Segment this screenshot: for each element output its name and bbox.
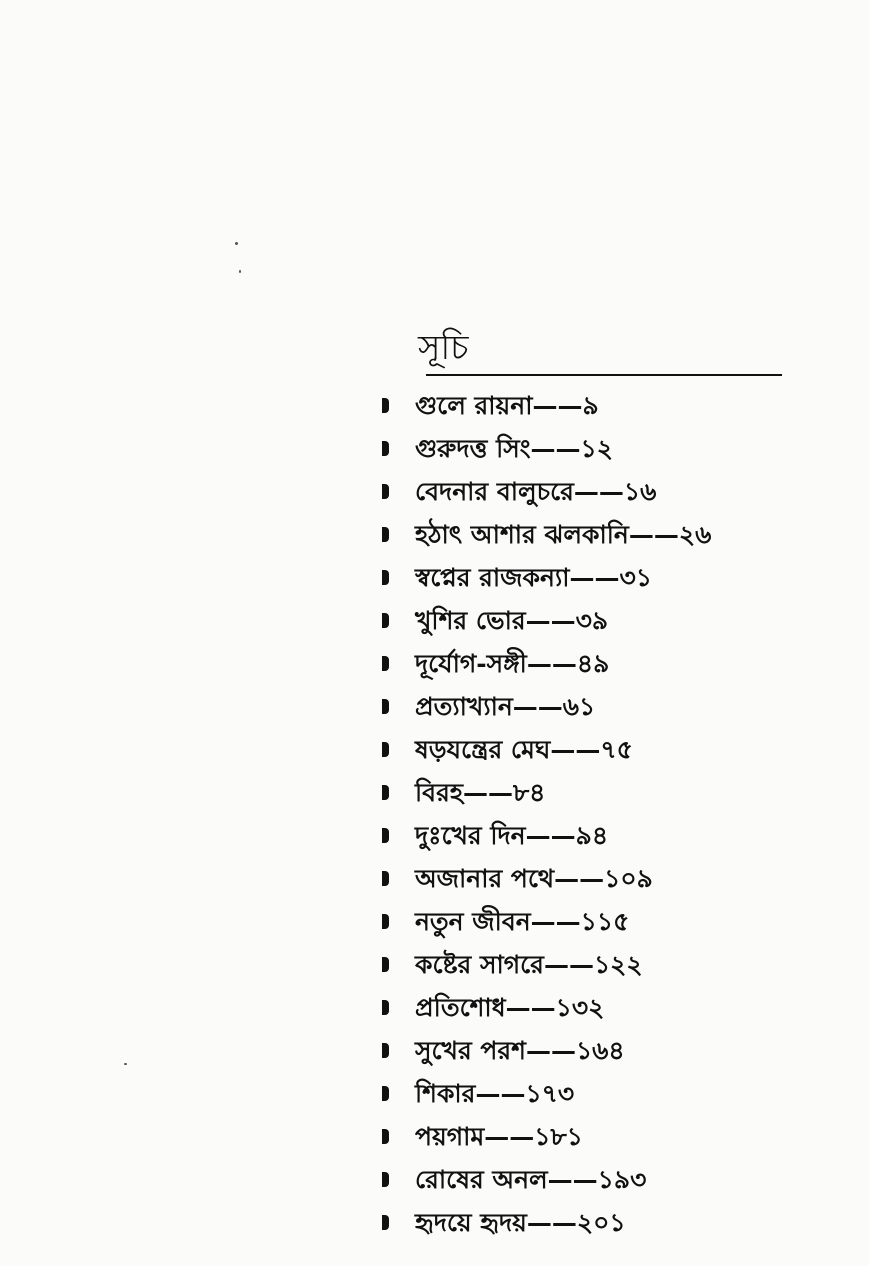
page-number: ১৯৩ xyxy=(597,1164,647,1194)
bullet-icon xyxy=(382,957,389,972)
ink-speck xyxy=(235,242,238,245)
bullet-icon xyxy=(382,699,389,714)
chapter-title: নতুন জীবন xyxy=(415,906,531,936)
toc-entry xyxy=(378,556,848,599)
page-number: ১৭৩ xyxy=(525,1078,575,1108)
leader-dash: —— xyxy=(462,777,513,807)
page-number: ১২ xyxy=(580,433,613,463)
chapter-title: হঠাৎ আশার ঝলকানি xyxy=(415,519,629,549)
toc-entry xyxy=(378,642,848,685)
bullet-icon xyxy=(382,656,389,671)
bullet-icon xyxy=(382,570,389,585)
leader-dash: —— xyxy=(526,648,577,678)
bullet-icon xyxy=(382,871,389,886)
page-number: ৭৫ xyxy=(600,734,633,764)
page-number: ২৬ xyxy=(678,519,712,549)
toc-entry xyxy=(378,986,848,1029)
chapter-title: সুখের পরশ xyxy=(415,1035,526,1065)
leader-dash: —— xyxy=(530,433,581,463)
leader-dash: —— xyxy=(475,1078,526,1108)
page-number: ১১৫ xyxy=(580,906,630,936)
leader-dash: —— xyxy=(550,734,601,764)
toc-entry xyxy=(378,685,848,728)
leader-dash: —— xyxy=(525,820,576,850)
leader-dash: —— xyxy=(543,949,594,979)
page-number: ৯৪ xyxy=(575,820,609,850)
chapter-title: প্রত্যাখ্যান xyxy=(415,691,513,721)
toc-entry xyxy=(378,814,848,857)
bullet-icon xyxy=(382,785,389,800)
ink-speck xyxy=(124,1063,127,1065)
chapter-title: খুশির ভোর xyxy=(415,605,526,635)
bullet-icon xyxy=(382,1215,389,1230)
chapter-title: স্বপ্নের রাজকন্যা xyxy=(415,562,570,592)
page-number: ১৬৪ xyxy=(575,1035,625,1065)
bullet-icon xyxy=(382,398,389,413)
leader-dash: —— xyxy=(547,1164,598,1194)
bullet-icon xyxy=(382,1043,389,1058)
bullet-icon xyxy=(382,613,389,628)
leader-dash: —— xyxy=(532,390,583,420)
leader-dash: —— xyxy=(526,1207,577,1237)
leader-dash: —— xyxy=(512,691,563,721)
toc-entry xyxy=(378,943,848,986)
leader-dash: —— xyxy=(505,992,556,1022)
chapter-title: দূর্যোগ-সঙ্গী xyxy=(415,648,527,678)
bullet-icon xyxy=(382,527,389,542)
toc-entry xyxy=(378,384,848,427)
leader-dash: —— xyxy=(628,519,679,549)
leader-dash: —— xyxy=(525,1035,576,1065)
title-underline xyxy=(426,374,782,376)
toc-list xyxy=(378,384,848,1244)
page-number: ৪৯ xyxy=(576,648,610,678)
leader-dash: —— xyxy=(569,562,620,592)
chapter-title: ষড়যন্ত্রের মেঘ xyxy=(415,734,551,764)
toc-entry xyxy=(378,1115,848,1158)
leader-dash: —— xyxy=(525,605,576,635)
bullet-icon xyxy=(382,914,389,929)
chapter-title: কষ্টের সাগরে xyxy=(415,949,544,979)
chapter-title: অজানার পথে xyxy=(415,863,555,893)
chapter-title: গুরুদত্ত সিং xyxy=(415,433,531,463)
bullet-icon xyxy=(382,742,389,757)
page-number: ৯ xyxy=(582,390,599,420)
toc-entry xyxy=(378,728,848,771)
leader-dash: —— xyxy=(530,906,581,936)
chapter-title: হৃদয়ে হৃদয় xyxy=(415,1207,527,1237)
bullet-icon xyxy=(382,484,389,499)
chapter-title: রোষের অনল xyxy=(415,1164,548,1194)
chapter-title: বেদনার বালুচরে xyxy=(415,476,574,506)
page-number: ১৩২ xyxy=(555,992,605,1022)
page-number: ২০১ xyxy=(576,1207,626,1237)
page-number: ৩৯ xyxy=(575,605,609,635)
toc-entry xyxy=(378,470,848,513)
page-number: ১৬ xyxy=(623,476,657,506)
bullet-icon xyxy=(382,441,389,456)
page-number: ১২২ xyxy=(593,949,643,979)
ink-speck xyxy=(239,270,241,273)
chapter-title: গুলে রায়না xyxy=(415,390,533,420)
chapter-title: দুঃখের দিন xyxy=(415,820,526,850)
leader-dash: —— xyxy=(554,863,605,893)
page-number: ১০৯ xyxy=(604,863,653,893)
leader-dash: —— xyxy=(484,1121,535,1151)
chapter-title: প্রতিশোধ xyxy=(415,992,506,1022)
bullet-icon xyxy=(382,1000,389,1015)
bullet-icon xyxy=(382,828,389,843)
toc-entry xyxy=(378,1158,848,1201)
toc-entry xyxy=(378,1201,848,1244)
page-number: ৩১ xyxy=(619,562,652,592)
chapter-title: পয়গাম xyxy=(415,1121,485,1151)
page-number: ১৮১ xyxy=(534,1121,583,1151)
toc-entry xyxy=(378,599,848,642)
toc-title: সূচি xyxy=(418,328,469,368)
toc-entry xyxy=(378,1029,848,1072)
page-number: ৬১ xyxy=(562,691,596,721)
page-number: ৮৪ xyxy=(512,777,546,807)
toc-entry xyxy=(378,513,848,556)
bullet-icon xyxy=(382,1172,389,1187)
leader-dash: —— xyxy=(573,476,624,506)
chapter-title: শিকার xyxy=(415,1078,476,1108)
bullet-icon xyxy=(382,1129,389,1144)
toc-entry xyxy=(378,427,848,470)
toc-entry xyxy=(378,900,848,943)
toc-entry xyxy=(378,771,848,814)
chapter-title: বিরহ xyxy=(415,777,463,807)
toc-entry xyxy=(378,857,848,900)
bullet-icon xyxy=(382,1086,389,1101)
toc-entry xyxy=(378,1072,848,1115)
